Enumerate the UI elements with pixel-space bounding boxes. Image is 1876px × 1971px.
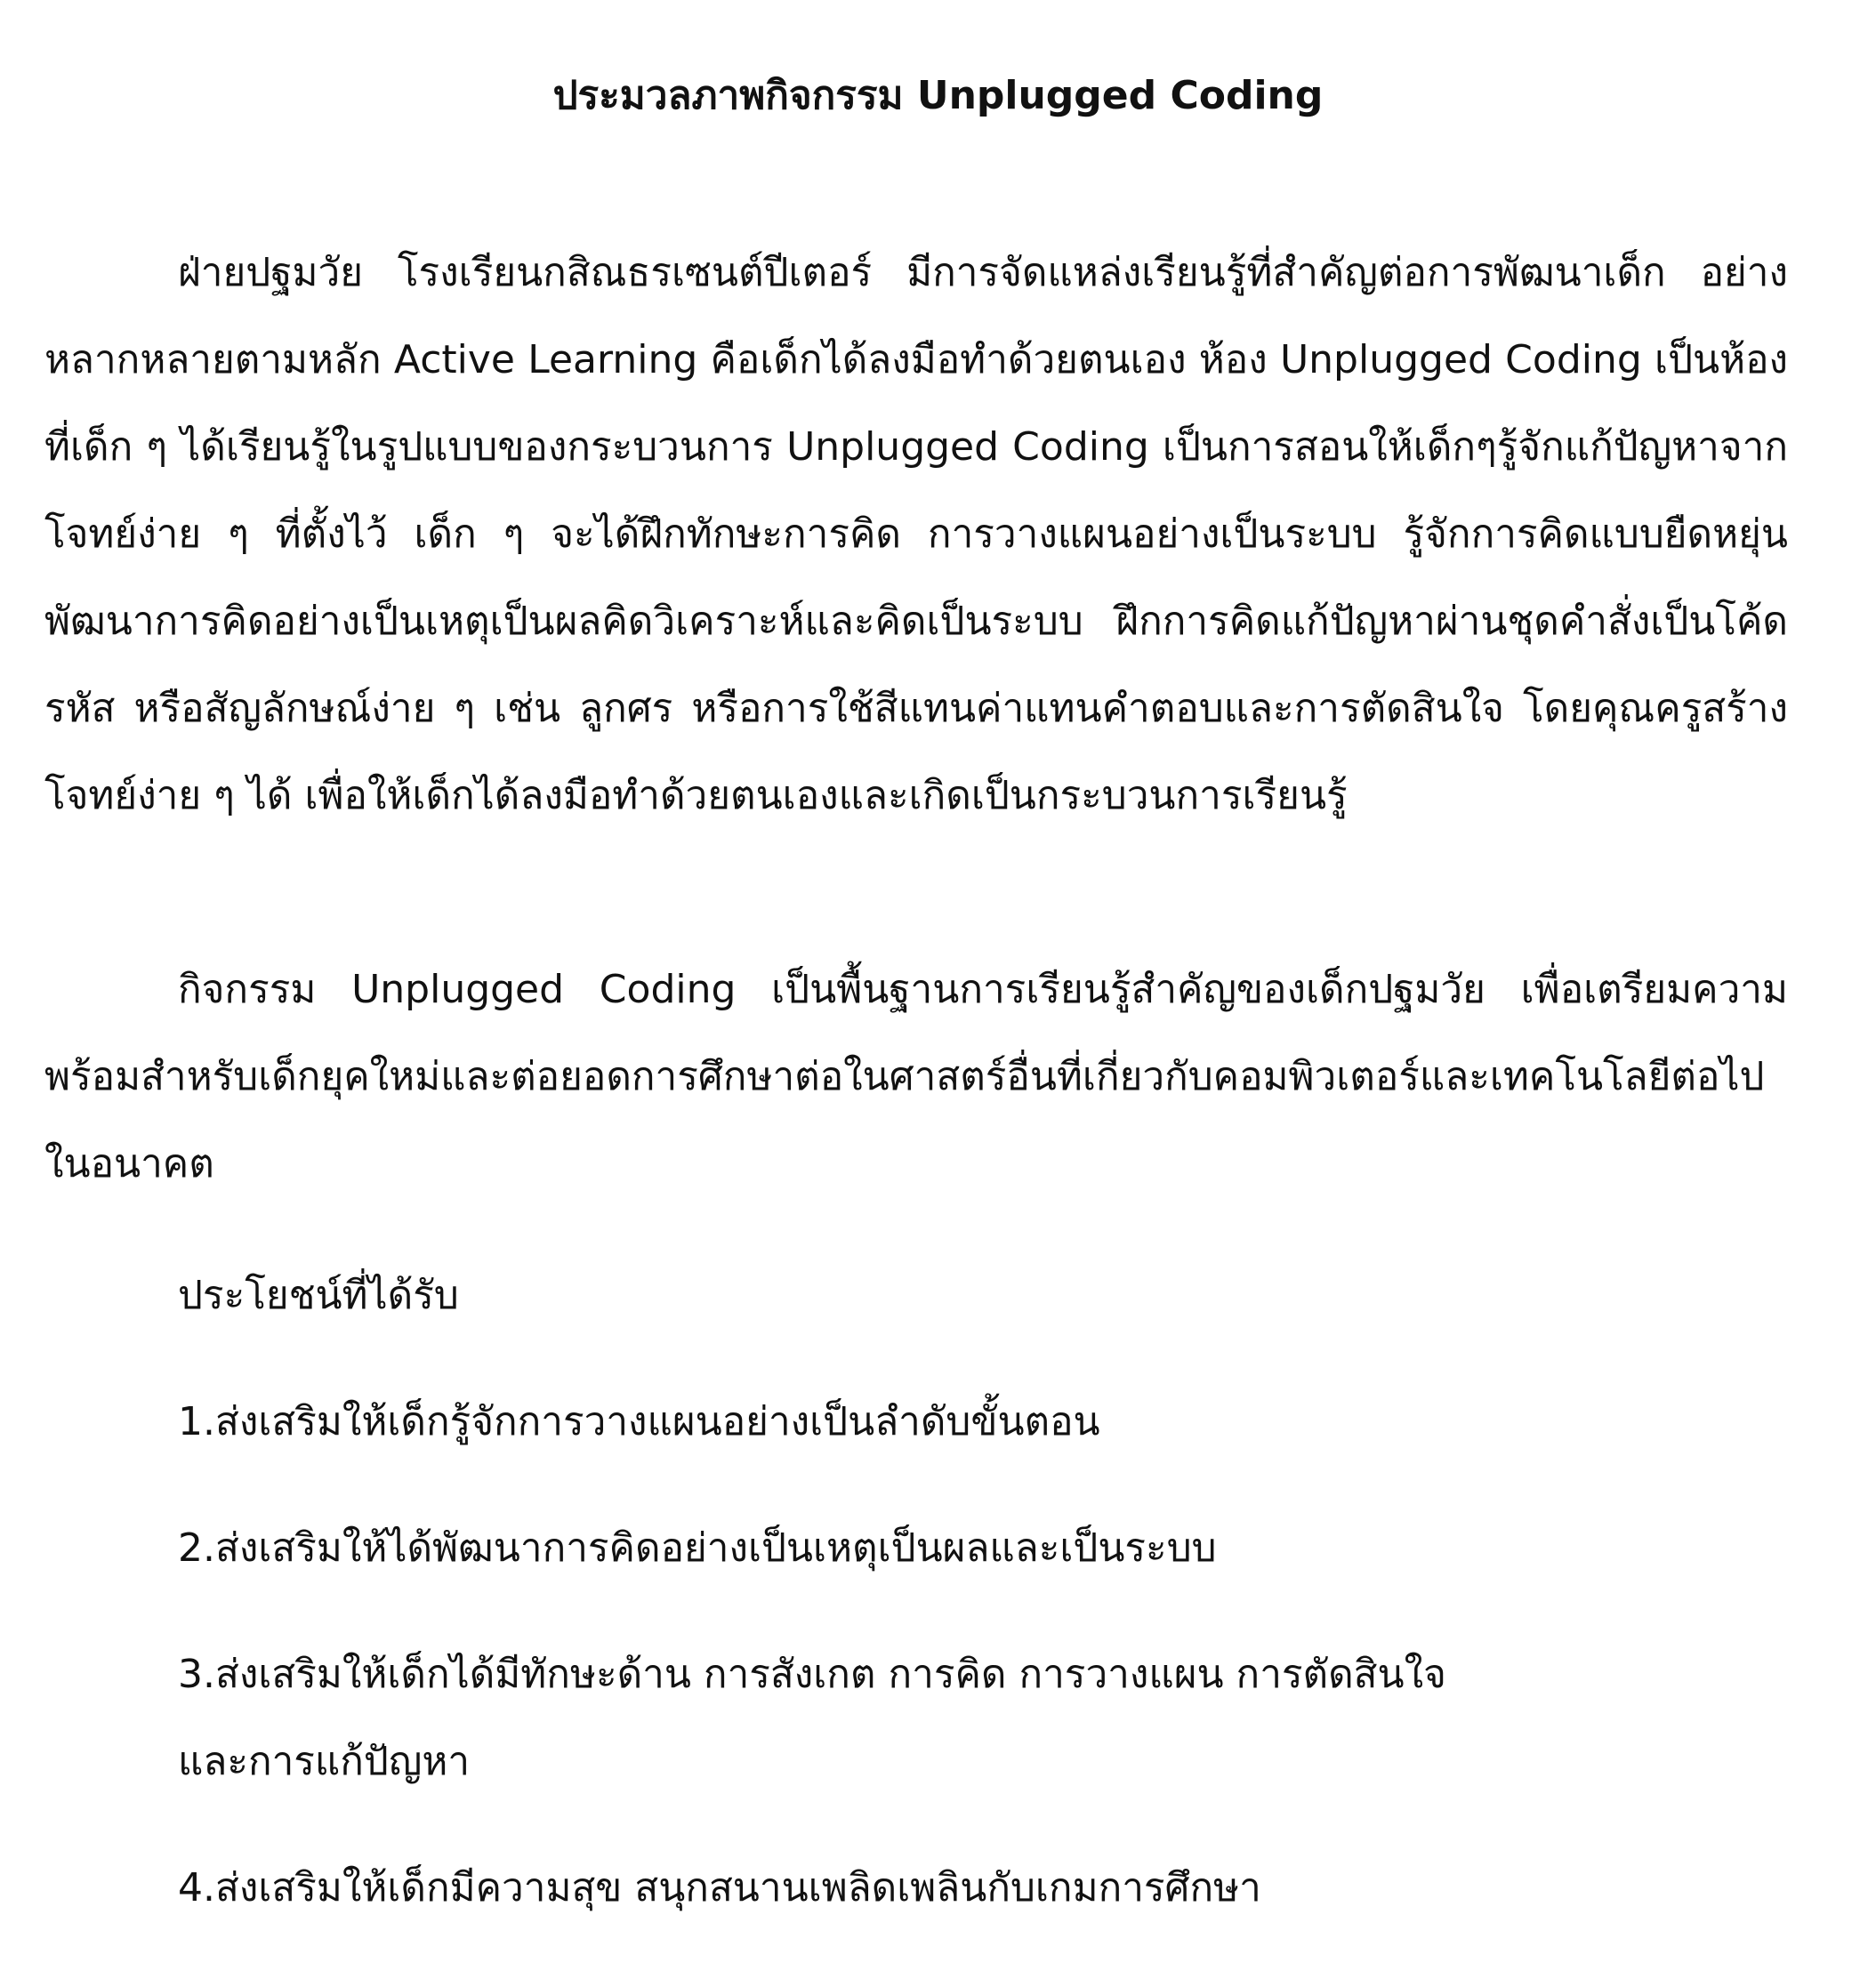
benefit-item-3-line-1: 3.ส่งเสริมให้เด็กได้มีทักษะด้าน การสังเกต การคิด การวางแผน การตัดสินใจ — [178, 1652, 1446, 1697]
benefit-item-1-line-1: 1.ส่งเสริมให้เด็กรู้จักการวางแผนอย่างเป็นลำดับขั้นตอน — [178, 1399, 1100, 1444]
benefit-item-3-line-2: และการแก้ปัญหา — [178, 1739, 471, 1784]
body-paragraph-1: ฝ่ายปฐมวัย โรงเรียนกสิณธรเซนต์ปีเตอร์ มีการจัดแหล่งเรียนรู้ที่สำคัญต่อการพัฒนาเด็ก อย่างหลากหลายตามหลัก Active Learning คือเด็กได้ลงมือทำด้วยตนเอง ห้อง Unplugged Coding เป็นห้องที่เด็ก ๆ ได้เรียนรู้ในรูปแบบของกระบวนการ Unplugged Coding เป็นการสอนให้เด็กๆรู้จักแก้ปัญหาจากโจทย์ง่าย ๆ ที่ตั้งไว้ เด็ก ๆ จะได้ฝึกทักษะการคิด การวางแผนอย่างเป็นระบบ รู้จักการคิดแบบยืดหยุ่น พัฒนาการคิดอย่างเป็นเหตุเป็นผลคิดวิเคราะห์และคิดเป็นระบบ ฝึกการคิดแก้ปัญหาผ่านชุดคำสั่งเป็นโค้ด รหัส หรือสัญลักษณ์ง่าย ๆ เช่น ลูกศร หรือการใช้สีแทนค่าแทนคำตอบและการตัดสินใจ โดยคุณครูสร้างโจทย์ง่าย ๆ ได้ เพื่อให้เด็กได้ลงมือทำด้วยตนเองและเกิดเป็นกระบวนการเรียนรู้ — [44, 250, 1788, 818]
benefits-section — [178, 1252, 1779, 1971]
benefit-item-2 — [178, 1505, 1779, 1592]
benefit-item-1 — [178, 1379, 1779, 1466]
benefits-heading: ประโยชน์ที่ได้รับ — [178, 1273, 459, 1318]
benefit-item-3 — [178, 1631, 1779, 1806]
benefits-list — [178, 1379, 1779, 1932]
benefit-item-4 — [178, 1845, 1779, 1932]
benefit-item-2-line-1: 2.ส่งเสริมให้ได้พัฒนาการคิดอย่างเป็นเหตุเป็นผลและเป็นระบบ — [178, 1525, 1217, 1571]
document-title: ประมวลภาพกิจกรรม Unplugged Coding — [552, 73, 1324, 118]
benefit-item-4-line-1: 4.ส่งเสริมให้เด็กมีความสุข สนุกสนานเพลิดเพลินกับเกมการศึกษา — [178, 1865, 1261, 1911]
body-paragraph-2: กิจกรรม Unplugged Coding เป็นพื้นฐานการเรียนรู้สำคัญของเด็กปฐมวัย เพื่อเตรียมความพร้อมสำหรับเด็กยุคใหม่และต่อยอดการศึกษาต่อในศาสตร์อื่นที่เกี่ยวกับคอมพิวเตอร์และเทคโนโลยีต่อไปในอนาคต — [44, 967, 1788, 1187]
